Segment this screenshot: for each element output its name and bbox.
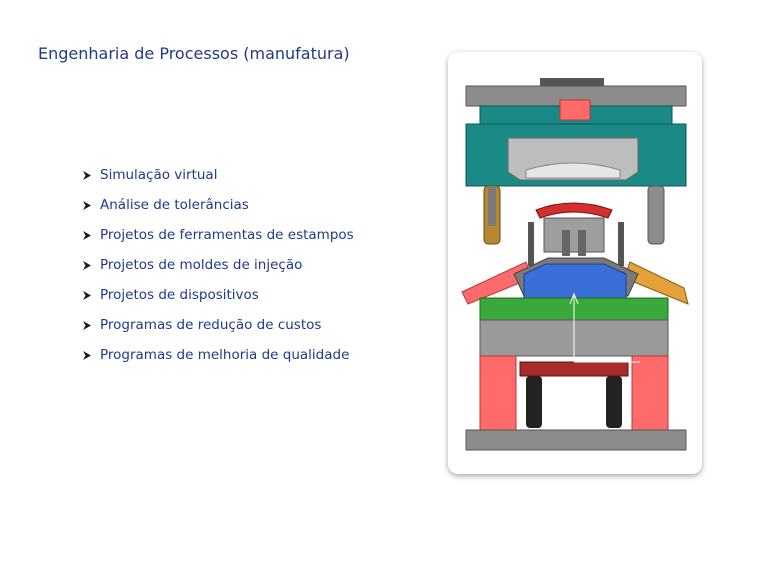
bullet-item bbox=[82, 160, 354, 190]
bullet-item bbox=[82, 220, 354, 250]
core-pin bbox=[578, 230, 586, 256]
bottom-clamp-plate bbox=[466, 430, 686, 450]
ejector-column bbox=[606, 376, 622, 428]
arrow-bullet-icon bbox=[82, 200, 100, 211]
arrow-bullet-icon bbox=[82, 230, 100, 241]
guide-pin-right bbox=[648, 186, 664, 244]
bullet-label: Projetos de moldes de injeção bbox=[100, 257, 303, 273]
arrow-bullet-icon bbox=[82, 350, 100, 361]
bullet-label: Projetos de dispositivos bbox=[100, 287, 259, 303]
bullet-label: Programas de redução de custos bbox=[100, 317, 322, 333]
core-block bbox=[524, 264, 626, 298]
angle-pin-right bbox=[618, 222, 624, 266]
bullet-item bbox=[82, 280, 354, 310]
bullet-label: Simulação virtual bbox=[100, 167, 218, 183]
bullet-label: Análise de tolerâncias bbox=[100, 197, 249, 213]
spacer-block-left bbox=[480, 356, 516, 430]
mold-image-card bbox=[448, 52, 702, 474]
ejector-plate bbox=[520, 362, 628, 376]
angle-pin-left bbox=[528, 222, 534, 266]
bullet-label: Programas de melhoria de qualidade bbox=[100, 347, 350, 363]
arrow-bullet-icon bbox=[82, 290, 100, 301]
bullet-label: Projetos de ferramentas de estampos bbox=[100, 227, 354, 243]
core-pin bbox=[562, 230, 570, 256]
slide-title: Engenharia de Processos (manufatura) bbox=[38, 44, 350, 63]
core-insert bbox=[544, 218, 604, 252]
bullet-item bbox=[82, 250, 354, 280]
arrow-bullet-icon bbox=[82, 320, 100, 331]
arrow-bullet-icon bbox=[82, 170, 100, 181]
guide-pin-left bbox=[488, 186, 496, 226]
sprue-bushing bbox=[560, 100, 590, 120]
bullet-item bbox=[82, 340, 354, 370]
spacer-block-right bbox=[632, 356, 668, 430]
bullet-item bbox=[82, 190, 354, 220]
bullet-item bbox=[82, 310, 354, 340]
injection-mold-illustration bbox=[448, 52, 702, 474]
bullet-list bbox=[82, 160, 354, 370]
molded-part bbox=[536, 203, 612, 218]
arrow-bullet-icon bbox=[82, 260, 100, 271]
ejector-column bbox=[526, 376, 542, 428]
